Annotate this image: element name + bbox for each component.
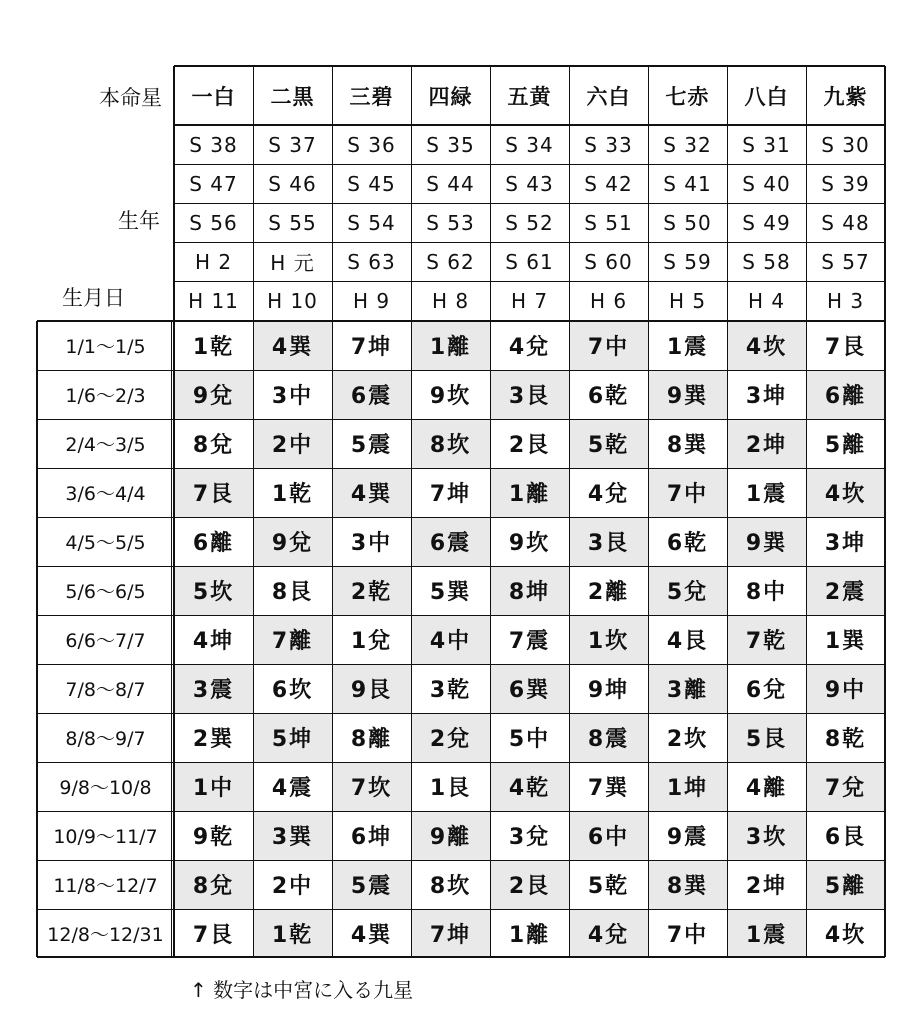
kyusei-cell: 1乾: [253, 909, 332, 957]
kyusei-cell: 5震: [350, 433, 393, 458]
grid-line: [37, 664, 885, 665]
kyusei-cell: 3艮: [490, 370, 569, 419]
kyusei-cell: 5巽: [429, 580, 472, 605]
kyusei-cell: 5離: [806, 860, 885, 909]
star-header: 七赤: [665, 84, 710, 109]
kyusei-cell: 5乾: [569, 419, 648, 468]
kyusei-cell: 4巽: [350, 922, 393, 948]
kyusei-cell: 7中: [648, 468, 727, 517]
birth-year-cell: H 9: [352, 289, 391, 313]
kyusei-cell: 1離: [490, 468, 569, 517]
grid-line: [37, 566, 885, 567]
kyusei-cell: 5坤: [253, 713, 332, 762]
kyusei-cell: 1震: [745, 482, 788, 507]
kyusei-cell: 4坎: [727, 321, 806, 370]
birth-year-cell: S 30: [821, 132, 870, 157]
kyusei-cell: 8震: [569, 713, 648, 762]
kyusei-cell: 8巽: [666, 433, 709, 458]
kyusei-cell: 7兌: [806, 762, 885, 811]
kyusei-cell: 6乾: [666, 531, 709, 556]
kyusei-cell: 9艮: [332, 664, 411, 713]
kyusei-cell: 5乾: [587, 874, 630, 899]
birth-year-cell: S 48: [821, 210, 870, 235]
date-range-cell: 1/1～1/5: [65, 336, 146, 358]
birth-year-cell: H 7: [510, 289, 549, 313]
grid-line: [490, 66, 491, 957]
kyusei-cell: 4坎: [824, 922, 867, 948]
kyusei-cell: 2巽: [192, 727, 235, 752]
kyusei-cell: 7震: [508, 629, 551, 654]
birth-year-cell: S 55: [268, 210, 317, 235]
kyusei-cell: 7坤: [429, 482, 472, 507]
kyusei-cell: 7巽: [587, 776, 630, 801]
kyusei-cell: 4兌: [569, 909, 648, 957]
birth-year-cell: S 39: [821, 171, 870, 196]
kyusei-cell: 3中: [350, 531, 393, 556]
birth-year-cell: S 43: [505, 171, 554, 196]
star-header: 三碧: [349, 84, 394, 109]
birth-year-cell: S 44: [426, 171, 475, 196]
kyusei-cell: 9兌: [174, 370, 253, 419]
star-header: 九紫: [823, 84, 868, 109]
star-header: 八白: [744, 84, 789, 109]
kyusei-cell: 2中: [271, 874, 314, 899]
kyusei-cell: 4兌: [587, 482, 630, 507]
grid-line: [36, 321, 38, 957]
footnote: ↑ 数字は中宮に入る九星: [190, 978, 414, 1002]
kyusei-cell: 8中: [745, 580, 788, 605]
grid-line: [37, 811, 885, 812]
kyusei-cell: 8乾: [824, 727, 867, 752]
kyusei-cell: 4兌: [508, 335, 551, 360]
kyusei-cell: 4坤: [192, 629, 235, 654]
kyusei-cell: 7艮: [174, 468, 253, 517]
birth-year-cell: S 59: [663, 249, 712, 274]
date-range-cell: 9/8～10/8: [59, 777, 152, 799]
kyusei-cell: 1艮: [429, 776, 472, 801]
birth-year-cell: H 3: [826, 289, 865, 313]
kyusei-cell: 4中: [411, 615, 490, 664]
birth-year-cell: S 60: [584, 249, 633, 274]
kyusei-cell: 4巽: [332, 468, 411, 517]
kyusei-cell: 1中: [174, 762, 253, 811]
kyusei-cell: 5艮: [727, 713, 806, 762]
kyusei-cell: 1震: [666, 335, 709, 360]
kyusei-cell: 9坤: [587, 678, 630, 703]
birth-year-cell: H 6: [589, 289, 628, 313]
birth-year-cell: S 31: [742, 132, 791, 157]
kyusei-cell: 2兌: [411, 713, 490, 762]
kyusei-cell: 2坤: [745, 874, 788, 899]
kyusei-cell: 9坎: [429, 384, 472, 409]
grid-line: [37, 713, 885, 714]
kyusei-cell: 7坎: [332, 762, 411, 811]
kyusei-cell: 9巽: [727, 517, 806, 566]
birth-year-cell: S 38: [189, 132, 238, 157]
kyusei-cell: 8坤: [490, 566, 569, 615]
seinen-label: 生年: [118, 209, 160, 233]
kyusei-cell: 9巽: [648, 370, 727, 419]
grid-line: [37, 615, 885, 616]
kyusei-cell: 1震: [727, 909, 806, 957]
birth-year-cell: S 51: [584, 210, 633, 235]
kyusei-cell: 2震: [806, 566, 885, 615]
kyusei-cell: 6中: [569, 811, 648, 860]
kyusei-cell: 3震: [174, 664, 253, 713]
grid-line: [727, 66, 728, 957]
grid-line: [37, 468, 885, 469]
kyusei-cell: 1離: [508, 922, 551, 948]
birth-year-cell: S 49: [742, 210, 791, 235]
kyusei-cell: 1離: [411, 321, 490, 370]
kyusei-cell: 2乾: [332, 566, 411, 615]
grid-line: [37, 517, 885, 518]
grid-line: [174, 203, 885, 204]
kyusei-cell: 8坎: [429, 874, 472, 899]
kyusei-cell: 5震: [332, 860, 411, 909]
kyusei-cell: 2離: [587, 580, 630, 605]
birth-year-cell: S 35: [426, 132, 475, 157]
kyusei-cell: 3坤: [745, 384, 788, 409]
kyusei-cell: 7坤: [350, 335, 393, 360]
kyusei-cell: 3艮: [569, 517, 648, 566]
birth-year-cell: S 54: [347, 210, 396, 235]
kyusei-cell: 2艮: [490, 860, 569, 909]
date-range-cell: 5/6～6/5: [65, 581, 146, 603]
kyusei-cell: 2坎: [666, 727, 709, 752]
grid-line: [174, 164, 885, 165]
grid-line: [173, 66, 175, 957]
birth-year-cell: H 11: [188, 289, 239, 313]
star-header: 五黄: [507, 84, 552, 109]
kyusei-cell: 8坎: [411, 419, 490, 468]
kyusei-cell: 3離: [648, 664, 727, 713]
birth-year-cell: S 36: [347, 132, 396, 157]
date-range-cell: 4/5～5/5: [65, 532, 146, 554]
grid-line: [569, 66, 570, 957]
grid-line: [37, 762, 885, 763]
kyusei-cell: 1巽: [824, 629, 867, 654]
kyusei-cell: 5中: [508, 727, 551, 752]
kyusei-cell: 4巽: [253, 321, 332, 370]
kyusei-cell: 2坤: [727, 419, 806, 468]
birth-year-cell: H 元: [270, 251, 315, 275]
grid-line: [37, 909, 885, 910]
kyusei-cell: 9坎: [508, 531, 551, 556]
date-range-cell: 10/9～11/7: [53, 826, 158, 848]
grid-line: [174, 124, 885, 126]
kyusei-cell: 4艮: [666, 629, 709, 654]
kyusei-cell: 7乾: [727, 615, 806, 664]
birth-year-cell: S 32: [663, 132, 712, 157]
kyusei-cell: 9離: [411, 811, 490, 860]
birth-year-cell: S 53: [426, 210, 475, 235]
kyusei-cell: 6離: [192, 531, 235, 556]
kyusei-cell: 7中: [666, 922, 709, 948]
kyusei-cell: 7中: [569, 321, 648, 370]
birth-year-cell: H 2: [194, 249, 233, 274]
birth-year-cell: S 63: [347, 249, 396, 274]
date-range-cell: 2/4～3/5: [65, 434, 146, 456]
grid-line: [648, 66, 649, 957]
grid-line: [411, 66, 412, 957]
honmeisei-label: 本命星: [99, 86, 162, 110]
star-header: 二黒: [270, 84, 315, 109]
birth-year-cell: H 10: [267, 289, 318, 313]
kyusei-cell: 3巽: [253, 811, 332, 860]
grid-line: [174, 65, 885, 67]
star-header: 四緑: [428, 84, 473, 109]
birth-year-cell: H 4: [747, 289, 786, 313]
birth-year-cell: S 47: [189, 171, 238, 196]
birth-year-cell: S 37: [268, 132, 317, 157]
grid-line: [171, 321, 172, 957]
kyusei-cell: 5離: [824, 433, 867, 458]
grid-line: [37, 860, 885, 861]
date-range-cell: 11/8～12/7: [53, 875, 158, 897]
birth-year-cell: S 57: [821, 249, 870, 274]
birth-year-cell: S 41: [663, 171, 712, 196]
grid-line: [806, 66, 807, 957]
kyusei-cell: 1坤: [648, 762, 727, 811]
kyusei-cell: 8兌: [192, 433, 235, 458]
kyusei-cell: 1坎: [569, 615, 648, 664]
kyusei-cell: 7離: [253, 615, 332, 664]
birth-year-cell: S 40: [742, 171, 791, 196]
birth-year-cell: S 58: [742, 249, 791, 274]
kyusei-cell: 1乾: [192, 335, 235, 360]
birth-year-cell: S 52: [505, 210, 554, 235]
kyusei-cell: 9兌: [253, 517, 332, 566]
kyusei-cell: 4坎: [806, 468, 885, 517]
birth-year-cell: S 42: [584, 171, 633, 196]
date-range-cell: 6/6～7/7: [65, 630, 146, 652]
kyusei-cell: 3坤: [824, 531, 867, 556]
birth-year-cell: S 45: [347, 171, 396, 196]
birth-year-cell: H 5: [668, 289, 707, 313]
grid-line: [884, 66, 886, 957]
kyusei-cell: 6震: [411, 517, 490, 566]
kyusei-cell: 7艮: [192, 922, 235, 948]
kyusei-cell: 9震: [666, 825, 709, 850]
kyusei-cell: 9中: [806, 664, 885, 713]
kyusei-cell: 8巽: [648, 860, 727, 909]
birth-year-cell: S 62: [426, 249, 475, 274]
date-range-cell: 3/6～4/4: [65, 483, 146, 505]
grid-line: [37, 956, 885, 958]
kyusei-cell: 5坎: [174, 566, 253, 615]
birth-year-cell: S 61: [505, 249, 554, 274]
kyusei-cell: 4震: [271, 776, 314, 801]
grid-line: [174, 281, 885, 282]
grid-line: [37, 419, 885, 420]
kyusei-cell: 1兌: [350, 629, 393, 654]
grid-line: [332, 66, 333, 957]
kyusei-cell: 9乾: [192, 825, 235, 850]
kyusei-cell: 2中: [253, 419, 332, 468]
kyusei-cell: 6兌: [745, 678, 788, 703]
kyusei-cell: 6坎: [271, 678, 314, 703]
kyusei-cell: 3兌: [508, 825, 551, 850]
date-range-cell: 7/8～8/7: [65, 679, 146, 701]
date-range-cell: 12/8～12/31: [47, 923, 164, 946]
kyusei-cell: 6坤: [350, 825, 393, 850]
star-header: 六白: [586, 84, 631, 109]
kyusei-cell: 7坤: [411, 909, 490, 957]
kyusei-cell: 6乾: [587, 384, 630, 409]
kyusei-cell: 2艮: [508, 433, 551, 458]
kyusei-cell: 6艮: [824, 825, 867, 850]
kyusei-cell: 7艮: [824, 335, 867, 360]
grid-line: [253, 66, 254, 957]
birth-year-cell: S 50: [663, 210, 712, 235]
kyusei-cell: 8兌: [174, 860, 253, 909]
birth-year-cell: S 33: [584, 132, 633, 157]
kyusei-cell: 6離: [806, 370, 885, 419]
kyusei-cell: 4乾: [490, 762, 569, 811]
birth-year-cell: H 8: [431, 289, 470, 313]
birth-year-cell: S 46: [268, 171, 317, 196]
kyusei-cell: 4離: [745, 776, 788, 801]
birth-year-cell: S 56: [189, 210, 238, 235]
kyusei-cell: 3中: [271, 384, 314, 409]
birth-year-cell: S 34: [505, 132, 554, 157]
grid-line: [37, 320, 885, 322]
grid-line: [174, 242, 885, 243]
kyusei-cell: 3坎: [727, 811, 806, 860]
kyusei-cell: 3乾: [429, 678, 472, 703]
kyusei-cell: 1乾: [271, 482, 314, 507]
date-range-cell: 8/8～9/7: [65, 728, 146, 750]
kyusei-cell: 6震: [332, 370, 411, 419]
date-range-cell: 1/6～2/3: [65, 385, 146, 407]
kyusei-cell: 6巽: [490, 664, 569, 713]
seigappi-label: 生月日: [62, 286, 125, 310]
star-header: 一白: [191, 84, 236, 109]
kyusei-cell: 5兌: [648, 566, 727, 615]
grid-line: [37, 370, 885, 371]
kyusei-cell: 8離: [350, 727, 393, 752]
kyusei-cell: 8艮: [271, 580, 314, 605]
